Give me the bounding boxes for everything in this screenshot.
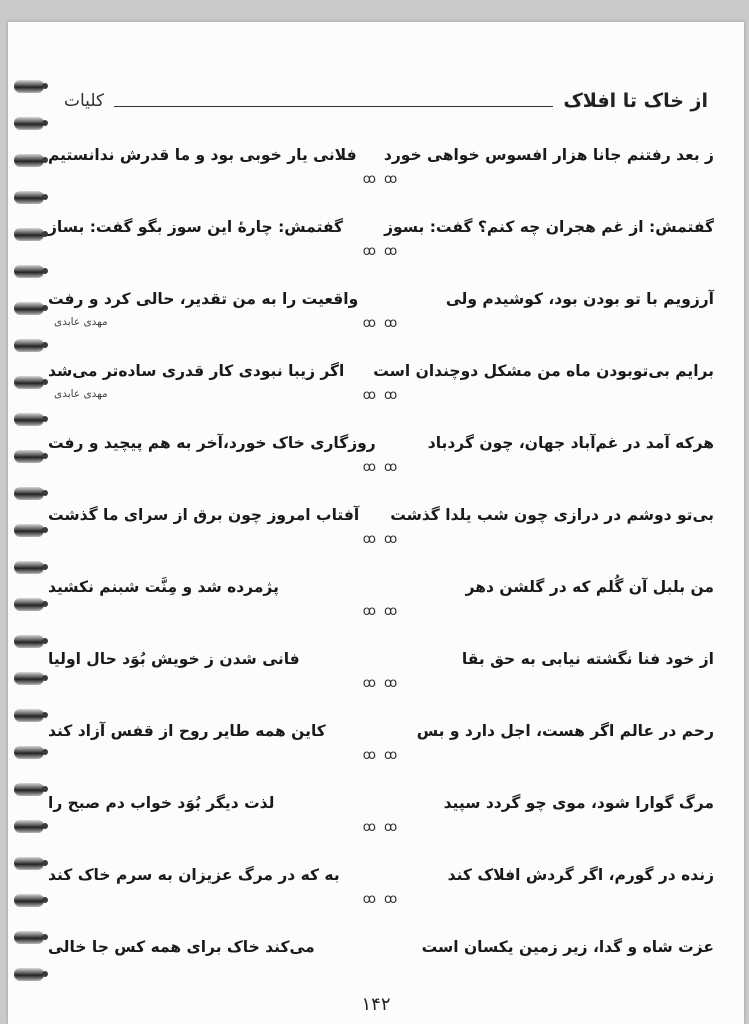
couplet: [48, 564, 714, 636]
ornament-icon: ꝏ ꝏ: [362, 316, 400, 331]
couplet: [48, 348, 714, 420]
poem-list: [48, 132, 714, 996]
ornament-icon: ꝏ ꝏ: [362, 892, 400, 907]
second-hemistich: می‌کند خاک برای همه کس جا خالی: [48, 938, 315, 956]
couplet: [48, 924, 714, 996]
couplet: [48, 276, 714, 348]
binding-ring: [14, 80, 44, 92]
binding-ring: [14, 339, 44, 351]
binding-ring: [14, 154, 44, 166]
binding-ring: [14, 117, 44, 129]
binding-ring: [14, 302, 44, 314]
second-hemistich: روزگاری خاک خورد،آخر به هم پیچید و رفت: [48, 434, 376, 452]
binding-ring: [14, 709, 44, 721]
first-hemistich: گفتمش: از غم هجران چه کنم؟ گفت: بسوز: [384, 218, 714, 236]
binding-ring: [14, 265, 44, 277]
binding-ring: [14, 191, 44, 203]
binding-ring: [14, 820, 44, 832]
ornament-icon: ꝏ ꝏ: [362, 244, 400, 259]
binding-ring: [14, 746, 44, 758]
binding-ring: [14, 450, 44, 462]
binding-ring: [14, 376, 44, 388]
binding-ring: [14, 672, 44, 684]
couplet: [48, 204, 714, 276]
second-hemistich: لذت دیگر بُوَد خواب دم صبح را: [48, 794, 275, 812]
first-hemistich: مرگ گوارا شود، موی چو گردد سپید: [443, 794, 714, 812]
couplet: [48, 852, 714, 924]
first-hemistich: هرکه آمد در غم‌آباد جهان، چون گردباد: [427, 434, 714, 452]
second-hemistich: گفتمش: چارهٔ این سوز بگو گفت: بساز: [48, 218, 344, 236]
couplet: [48, 420, 714, 492]
binding-ring: [14, 561, 44, 573]
first-hemistich: بی‌تو دوشم در درازی چون شب یلدا گذشت: [390, 506, 714, 524]
binding-ring: [14, 931, 44, 943]
first-hemistich: رحم در عالم اگر هست، اجل دارد و بس: [416, 722, 714, 740]
ornament-icon: ꝏ ꝏ: [362, 604, 400, 619]
first-hemistich: عزت شاه و گدا، زیر زمین یکسان است: [421, 938, 714, 956]
header-rule: [114, 106, 553, 107]
spiral-binding: [8, 80, 48, 1024]
ornament-icon: ꝏ ꝏ: [362, 172, 400, 187]
first-hemistich: برایم بی‌توبودن ماه من مشکل دوچندان است: [373, 362, 714, 380]
binding-ring: [14, 413, 44, 425]
page-number: ۱۴۲: [361, 994, 391, 1015]
binding-ring: [14, 783, 44, 795]
binding-ring: [14, 524, 44, 536]
second-hemistich: پژمرده شد و مِنَّت شبنم نکشید: [48, 578, 279, 596]
binding-ring: [14, 598, 44, 610]
couplet: [48, 132, 714, 204]
couplet: [48, 636, 714, 708]
second-hemistich: فلانی یار خوبی بود و ما قدرش ندانستیم: [48, 146, 357, 164]
second-hemistich: به که در مرگ عزیزان به سرم خاک کند: [48, 866, 340, 884]
couplet: [48, 708, 714, 780]
author-name: مهدی عابدی: [54, 388, 108, 400]
first-hemistich: از خود فنا نگشته نیابی به حق بقا: [461, 650, 714, 668]
ornament-icon: ꝏ ꝏ: [362, 460, 400, 475]
binding-ring: [14, 228, 44, 240]
ornament-icon: ꝏ ꝏ: [362, 676, 400, 691]
book-page: [8, 22, 744, 1024]
ornament-icon: ꝏ ꝏ: [362, 388, 400, 403]
second-hemistich: اگر زیبا نبودی کار قدری ساده‌تر می‌شد: [48, 362, 345, 380]
book-title: از خاک تا افلاک: [563, 90, 708, 112]
author-name: مهدی عابدی: [54, 316, 108, 328]
first-hemistich: آرزویم با تو بودن بود، کوشیدم ولی: [445, 290, 714, 308]
couplet: [48, 492, 714, 564]
couplet: [48, 780, 714, 852]
ornament-icon: ꝏ ꝏ: [362, 532, 400, 547]
second-hemistich: واقعیت را به من تقدیر، حالی کرد و رفت: [48, 290, 359, 308]
first-hemistich: من بلبل آن گُلم که در گلشن دهر: [465, 578, 714, 596]
running-header: [64, 84, 708, 118]
binding-ring: [14, 487, 44, 499]
second-hemistich: آفتاب امروز چون برق از سرای ما گذشت: [48, 506, 360, 524]
first-hemistich: زنده در گورم، اگر گردش افلاک کند: [447, 866, 714, 884]
first-hemistich: ز بعد رفتنم جانا هزار افسوس خواهی خورد: [383, 146, 714, 164]
second-hemistich: فانی شدن ز خویش بُوَد حال اولیا: [48, 650, 300, 668]
binding-ring: [14, 894, 44, 906]
binding-ring: [14, 968, 44, 980]
binding-ring: [14, 857, 44, 869]
binding-ring: [14, 635, 44, 647]
ornament-icon: ꝏ ꝏ: [362, 820, 400, 835]
section-title: کلیات: [64, 91, 105, 111]
second-hemistich: کاین همه طایر روح از قفس آزاد کند: [48, 722, 326, 740]
ornament-icon: ꝏ ꝏ: [362, 748, 400, 763]
